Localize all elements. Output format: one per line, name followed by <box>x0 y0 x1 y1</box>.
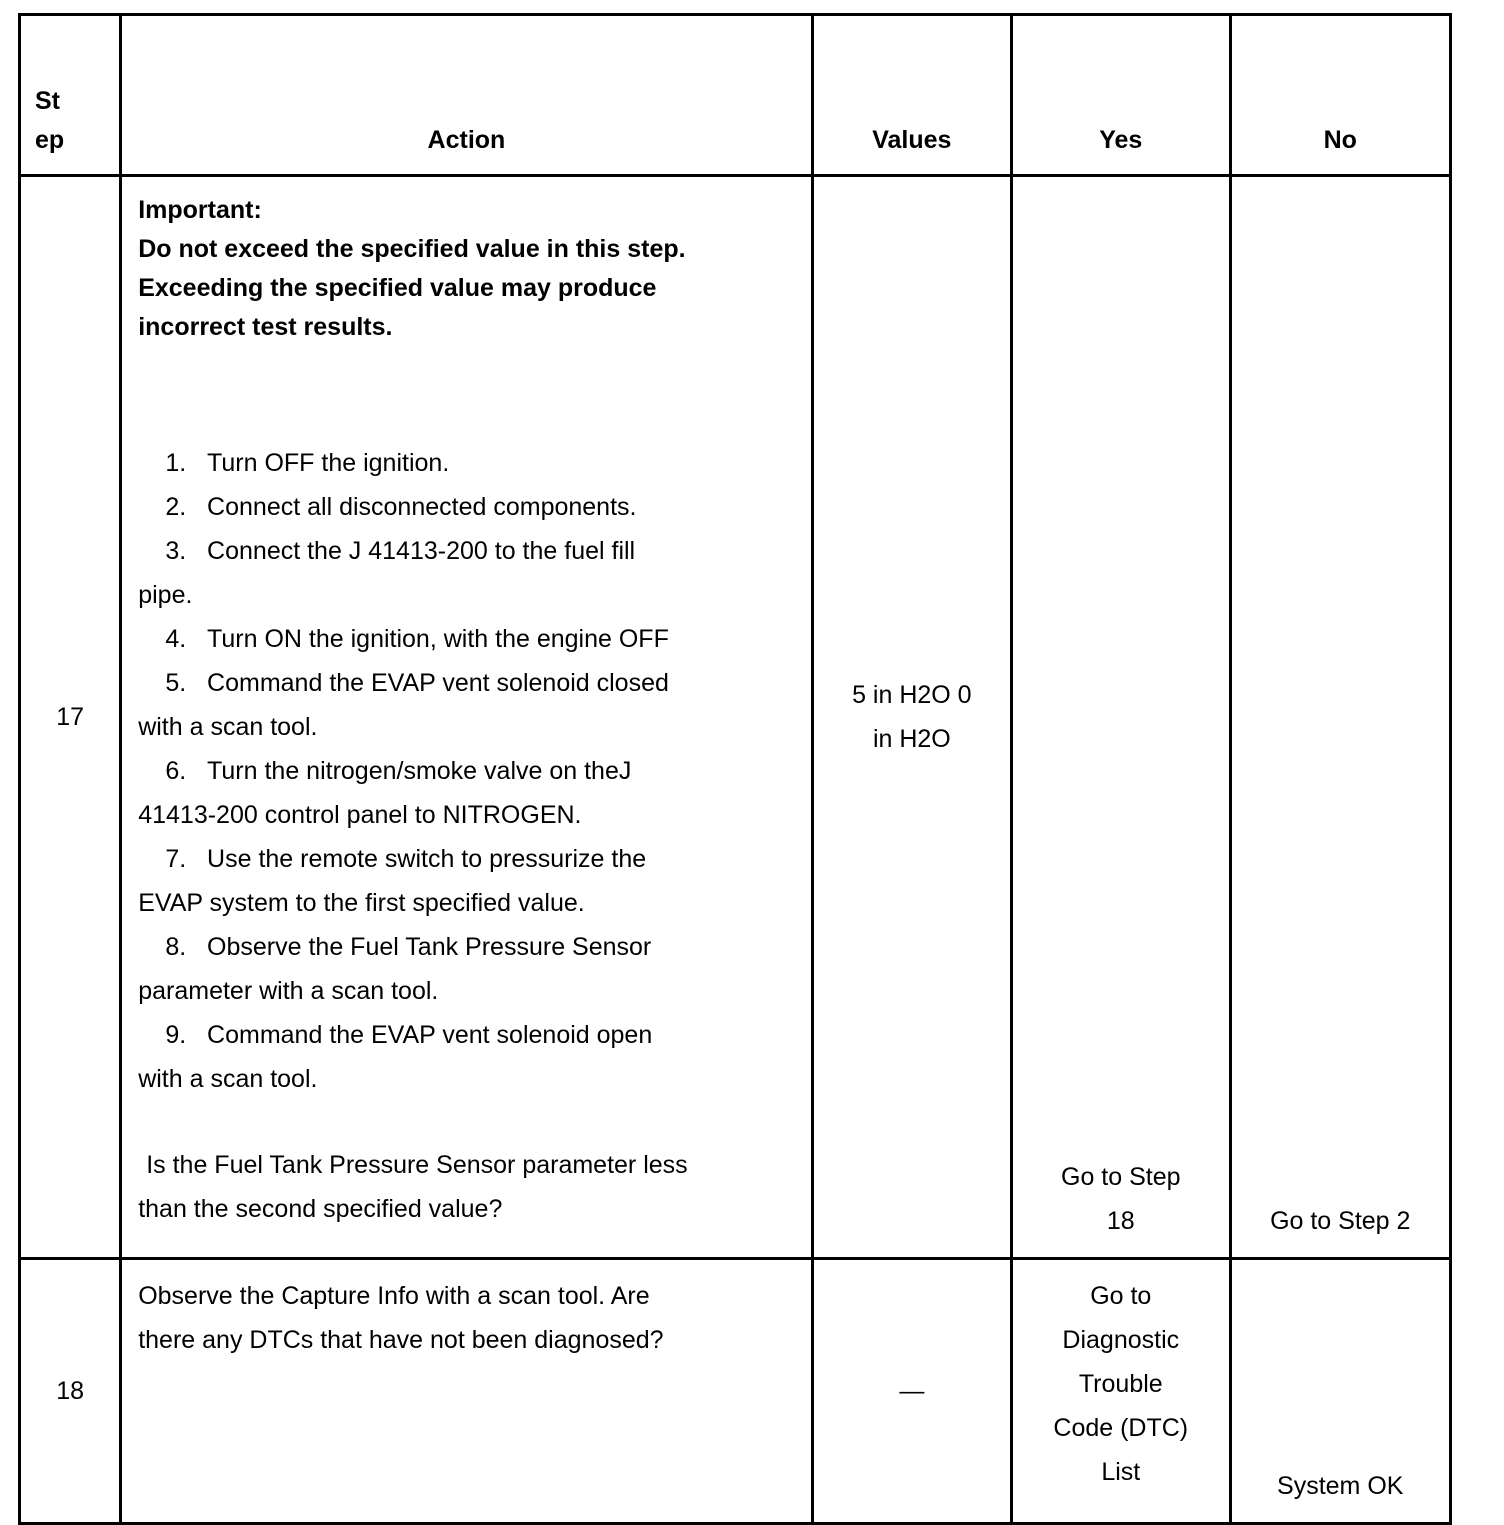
procedure-step: 2. Connect all disconnected components. <box>165 493 637 521</box>
yes-line: Go to <box>1090 1282 1152 1310</box>
procedure-step-continuation: 41413-200 control panel to NITROGEN. <box>138 801 582 829</box>
header-values: Values <box>812 15 1011 176</box>
yes-cell <box>1012 1259 1230 1524</box>
no-line: Go to Step 2 <box>1270 1207 1411 1235</box>
header-step <box>20 15 121 176</box>
yes-cell <box>1012 176 1230 1259</box>
table-row <box>20 176 1451 1259</box>
yes-line: 18 <box>1106 1207 1135 1235</box>
action-line: there any DTCs that have not been diagnosed? <box>138 1326 664 1354</box>
important-title: Important: <box>138 196 262 224</box>
procedure-step-continuation: EVAP system to the first specified value. <box>138 889 585 917</box>
step-number: 17 <box>20 176 121 1259</box>
header-yes: Yes <box>1012 15 1230 176</box>
procedure-step-continuation: parameter with a scan tool. <box>138 977 439 1005</box>
yes-line: Diagnostic <box>1062 1326 1180 1354</box>
header-no: No <box>1230 15 1451 176</box>
question-line: Is the Fuel Tank Pressure Sensor parameter less <box>146 1151 688 1179</box>
table-row <box>20 1259 1451 1524</box>
important-note <box>138 191 770 347</box>
values-cell <box>812 176 1011 1259</box>
no-cell <box>1230 1259 1451 1524</box>
procedure-step: 4. Turn ON the ignition, with the engine OFF <box>165 625 669 653</box>
procedure-step: 8. Observe the Fuel Tank Pressure Sensor <box>165 933 652 961</box>
yes-line: List <box>1101 1458 1141 1486</box>
diagnostic-table <box>18 13 1452 1525</box>
no-cell <box>1230 176 1451 1259</box>
header-step-line: ep <box>35 126 65 154</box>
procedure-steps <box>138 441 770 1101</box>
procedure-step: 6. Turn the nitrogen/smoke valve on theJ <box>165 757 632 785</box>
value-line: 5 in H2O 0 <box>852 681 972 709</box>
values-cell: — <box>812 1259 1011 1524</box>
question-line: than the second specified value? <box>138 1195 503 1223</box>
procedure-step: 9. Command the EVAP vent solenoid open <box>165 1021 653 1049</box>
procedure-step-continuation: with a scan tool. <box>138 1065 318 1093</box>
procedure-step: 5. Command the EVAP vent solenoid closed <box>165 669 669 697</box>
header-action: Action <box>121 15 812 176</box>
value-line: in H2O <box>872 725 951 753</box>
question <box>138 1143 770 1231</box>
yes-line: Code (DTC) <box>1053 1414 1189 1442</box>
yes-line: Go to Step <box>1061 1163 1181 1191</box>
header-step-line: St <box>35 87 60 115</box>
action-cell <box>121 1259 812 1524</box>
important-line: Do not exceed the specified value in this step. <box>138 235 686 263</box>
important-line: Exceeding the specified value may produce <box>138 274 657 302</box>
procedure-step: 1. Turn OFF the ignition. <box>165 449 450 477</box>
important-line: incorrect test results. <box>138 313 393 341</box>
step-number: 18 <box>20 1259 121 1524</box>
procedure-step: 3. Connect the J 41413-200 to the fuel fill <box>165 537 636 565</box>
header-row <box>20 15 1451 176</box>
action-cell <box>121 176 812 1259</box>
procedure-step: 7. Use the remote switch to pressurize the <box>165 845 647 873</box>
procedure-step-continuation: pipe. <box>138 581 193 609</box>
yes-line: Trouble <box>1078 1370 1163 1398</box>
action-line: Observe the Capture Info with a scan tool. Are <box>138 1282 650 1310</box>
no-line: System OK <box>1277 1472 1404 1500</box>
procedure-step-continuation: with a scan tool. <box>138 713 318 741</box>
